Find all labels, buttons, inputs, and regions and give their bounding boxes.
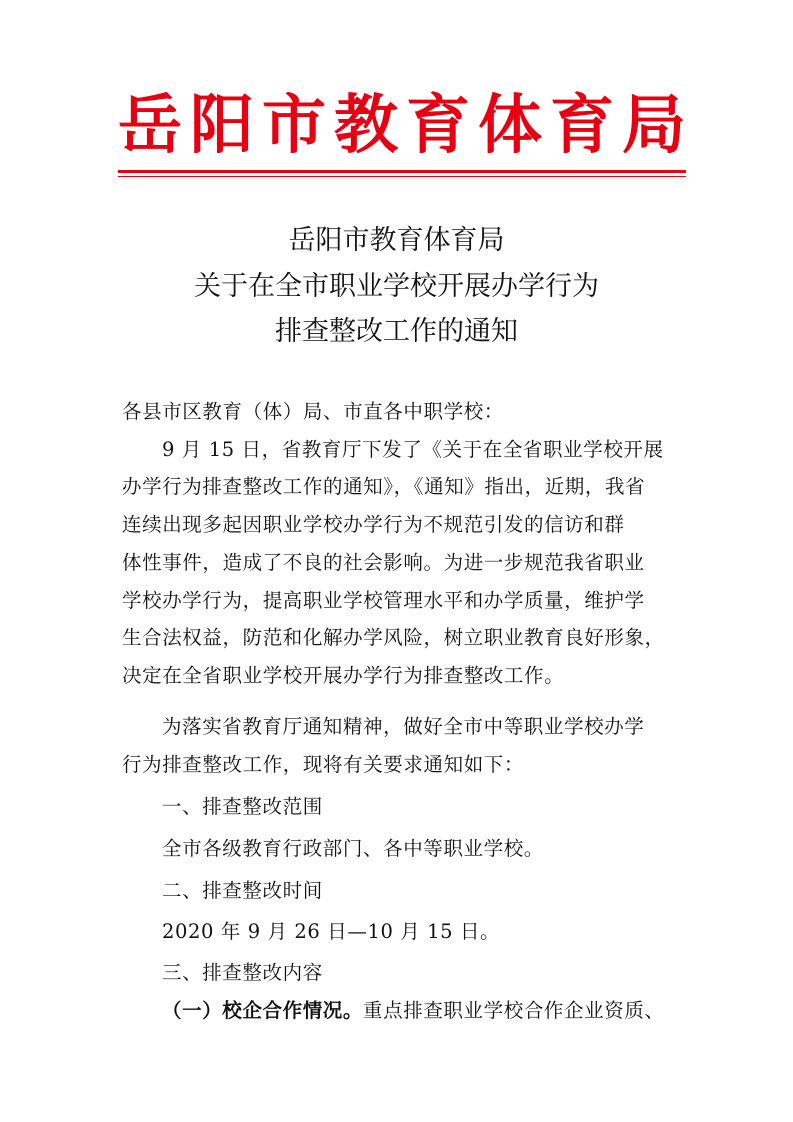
document-title-line-3: 排查整改工作的通知 [275, 316, 518, 347]
document-title-line-1: 岳阳市教育体育局 [288, 225, 505, 256]
paragraph-1-line-3: 连续出现多起因职业学校办学行为不规范引发的信访和群 [122, 513, 625, 536]
section-1-heading: 一、排查整改范围 [162, 795, 323, 818]
paragraph-2-line-1: 为落实省教育厅通知精神，做好全市中等职业学校办学 [162, 715, 645, 738]
paragraph-2-line-2: 行为排查整改工作，现将有关要求通知如下： [122, 753, 525, 776]
section-2-heading: 二、排查整改时间 [162, 879, 323, 902]
paragraph-1-line-2: 办学行为排查整改工作的通知》，《通知》指出，近期，我省 [122, 475, 646, 498]
paragraph-1-line-7: 决定在全省职业学校开展办学行为排查整改工作。 [122, 664, 565, 687]
document-title-line-2: 关于在全市职业学校开展办学行为 [194, 271, 599, 302]
masthead-title: 岳阳市教育体育局 [118, 89, 694, 163]
paragraph-1-line-1: 9 月 15 日，省教育厅下发了《关于在全省职业学校开展 [162, 438, 664, 461]
masthead-rule-thin [118, 176, 686, 177]
paragraph-1-line-4: 体性事件，造成了不良的社会影响。为进一步规范我省职业 [122, 551, 645, 574]
paragraph-1-line-5: 学校办学行为，提高职业学校管理水平和办学质量，维护学 [122, 589, 645, 612]
item-1-text: 重点排查职业学校合作企业资质、 [363, 999, 665, 1022]
item-1-line [162, 996, 665, 1026]
item-1-label: （一）校企合作情况。 [162, 999, 364, 1022]
section-3-heading: 三、排查整改内容 [162, 961, 323, 984]
addressee: 各县市区教育（体）局、市直各中职学校： [122, 400, 504, 423]
masthead-rule-thick [118, 170, 686, 173]
section-2-text: 2020 年 9 月 26 日—10 月 15 日。 [162, 920, 501, 943]
paragraph-1-line-6: 生合法权益，防范和化解办学风险，树立职业教育良好形象， [122, 626, 665, 649]
section-1-text: 全市各级教育行政部门、各中等职业学校。 [162, 837, 544, 860]
